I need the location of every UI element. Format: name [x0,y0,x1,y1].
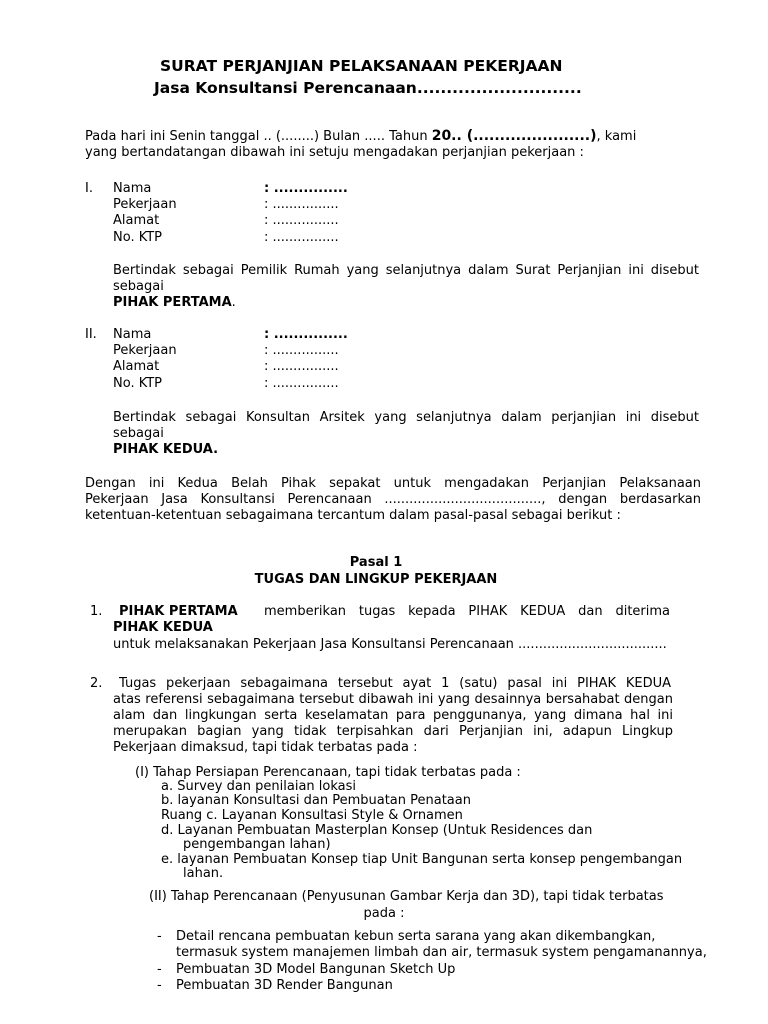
item2-line-4: merupakan bagian yang tidak terpisahkan dari Perjanjian ini, adapun Lingkup [113,724,673,739]
stage1-item-c: Ruang c. Layanan Konsultasi Style & Ornamen [161,808,463,823]
item1-number: 1. [90,604,103,619]
agreement-line-2: Pekerjaan Jasa Konsultansi Perencanaan ......................................, dengan berdasarkan [85,492,701,507]
stage1-item-b: b. layanan Konsultasi dan Pembuatan Penataan [161,793,471,808]
party1-description: Bertindak sebagai Pemilik Rumah yang selanjutnya dalam Surat Perjanjian ini disebut [113,263,699,278]
intro-line-2: yang bertandatangan dibawah ini setuju mengadakan perjanjian pekerjaan : [85,145,584,160]
stage2-bullet-dash: - [157,978,162,993]
agreement-line-1: Dengan ini Kedua Belah Pihak sepakat untuk mengadakan Perjanjian Pelaksanaan [85,476,701,491]
intro-year: 20.. (......................) [431,128,597,144]
party1-numeral: I. [85,181,93,196]
party2-label-job: Pekerjaan [113,343,177,358]
item1-line-1: memberikan tugas kepada PIHAK KEDUA dan diterima [264,604,670,619]
intro-text-end: , kami [596,129,637,144]
item1-bold-second: PIHAK KEDUA [113,620,213,635]
stage1-item-d-cont: pengembangan lahan) [183,837,331,852]
item2-line-1: Tugas pekerjaan sebagaimana tersebut ayat 1 (satu) pasal ini PIHAK KEDUA [119,676,671,691]
party2-value-ktp: : ................ [264,376,339,391]
party2-role: PIHAK KEDUA. [113,442,219,457]
stage2-bullet-1-cont: termasuk system manajemen limbah dan air, termasuk system pengamanannya, [176,945,707,960]
party1-label-job: Pekerjaan [113,197,177,212]
stage2-bullet-2: Pembuatan 3D Model Bangunan Sketch Up [176,962,456,977]
stage1-item-a: a. Survey dan penilaian lokasi [161,779,357,794]
party2-label-address: Alamat [113,359,160,374]
stage2-bullet-1: Detail rencana pembuatan kebun serta sarana yang akan dikembangkan, [176,929,656,944]
party2-value-address: : ................ [264,359,339,374]
party1-label-ktp: No. KTP [113,230,163,245]
document-subtitle: Jasa Konsultansi Perencanaan............................ [154,79,582,97]
item2-line-3: alam dan lingkungan serta keselamatan para penggunanya, yang dimana hal ini [113,708,673,723]
party1-role-name: PIHAK PERTAMA [113,295,232,310]
stage2-heading-cont: pada : [363,906,405,921]
party2-description: Bertindak sebagai Konsultan Arsitek yang selanjutnya dalam perjanjian ini disebut [113,410,699,425]
stage1-heading: (I) Tahap Persiapan Perencanaan, tapi tidak terbatas pada : [135,765,521,780]
stage2-bullet-3: Pembuatan 3D Render Bangunan [176,978,393,993]
intro-line-1 [85,128,636,145]
stage1-item-d: d. Layanan Pembuatan Masterplan Konsep (Untuk Residences dan [161,823,593,838]
party2-value-name: : ............... [264,327,348,342]
item2-line-5: Pekerjaan dimaksud, tapi tidak terbatas pada : [113,740,418,755]
party1-value-job: : ................ [264,197,339,212]
party2-label-ktp: No. KTP [113,376,163,391]
party2-value-job: : ................ [264,343,339,358]
party1-label-name: Nama [113,181,152,196]
party1-role-end: . [231,295,236,310]
party1-label-address: Alamat [113,213,160,228]
stage1-item-e: e. layanan Pembuatan Konsep tiap Unit Bangunan serta konsep pengembangan [161,852,683,867]
stage1-item-e-cont: lahan. [183,866,224,881]
item1-bold-first: PIHAK PERTAMA [119,604,238,619]
pasal-heading: TUGAS DAN LINGKUP PEKERJAAN [254,572,498,587]
party1-value-name: : ............... [264,181,348,196]
pasal-number: Pasal 1 [349,555,403,570]
item2-line-2: atas referensi sebagaimana tersebut dibawah ini yang desainnya bersahabat dengan [113,692,673,707]
party2-numeral: II. [85,327,97,342]
document-title: SURAT PERJANJIAN PELAKSANAAN PEKERJAAN [160,57,563,75]
item2-number: 2. [90,676,103,691]
party1-value-address: : ................ [264,213,339,228]
stage2-heading: (II) Tahap Perencanaan (Penyusunan Gambar Kerja dan 3D), tapi tidak terbatas [149,889,664,904]
party2-label-name: Nama [113,327,152,342]
agreement-line-3: ketentuan-ketentuan sebagaimana tercantum dalam pasal-pasal sebagai berikut : [85,508,621,523]
party2-description-2: sebagai [113,426,164,441]
party1-role [113,295,236,311]
stage2-bullet-dash: - [157,962,162,977]
party1-description-2: sebagai [113,279,164,294]
intro-text: Pada hari ini Senin tanggal .. (........) Bulan ..... Tahun [85,129,432,144]
party1-value-ktp: : ................ [264,230,339,245]
item1-line-3: untuk melaksanakan Pekerjaan Jasa Konsultansi Perencanaan .................................... [113,637,667,652]
stage2-bullet-dash: - [157,929,162,944]
